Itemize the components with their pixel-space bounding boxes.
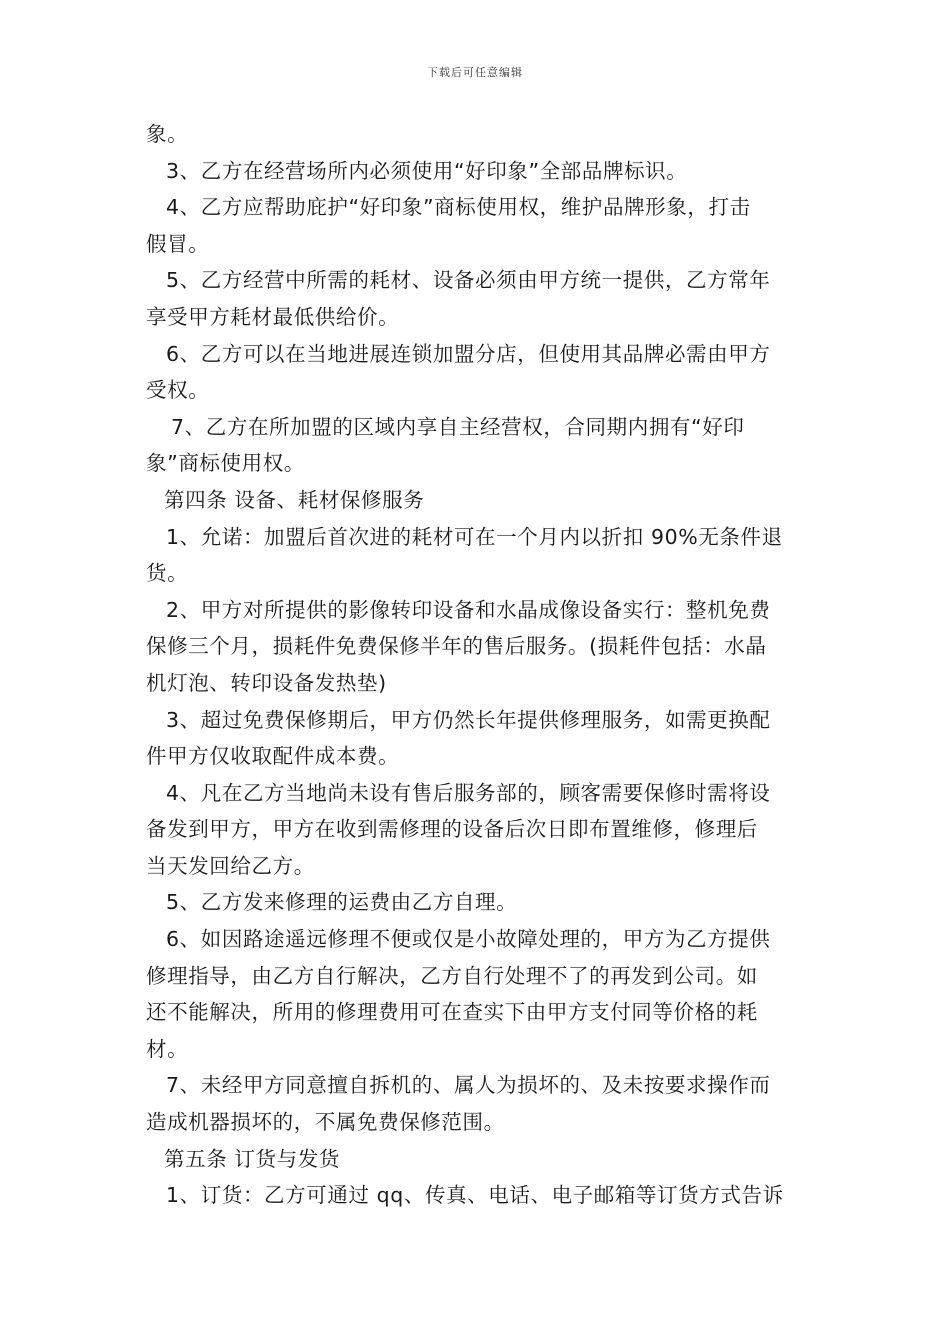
clause-item: 4、乙方应帮助庇护“好印象”商标使用权，维护品牌形象，打击 bbox=[166, 195, 751, 220]
paragraph-line: 保修三个月，损耗件免费保修半年的售后服务。(损耗件包括：水晶 bbox=[146, 634, 767, 659]
clause-item: 6、乙方可以在当地进展连锁加盟分店，但使用其品牌必需由甲方 bbox=[166, 341, 771, 366]
clause-item: 1、订货：乙方可通过 qq、传真、电话、电子邮箱等订货方式告诉 bbox=[166, 1183, 784, 1208]
clause-item: 4、凡在乙方当地尚未设有售后服务部的，顾客需要保修时需将设 bbox=[166, 780, 771, 805]
document-body bbox=[146, 116, 806, 1214]
paragraph-line: 机灯泡、转印设备发热垫) bbox=[146, 670, 387, 695]
paragraph-line: 受权。 bbox=[146, 378, 210, 403]
section-heading: 第四条 设备、耗材保修服务 bbox=[164, 487, 425, 512]
clause-item: 5、乙方发来修理的运费由乙方自理。 bbox=[166, 890, 518, 915]
page-header: 下载后可任意编辑 bbox=[427, 66, 523, 79]
paragraph-line: 货。 bbox=[146, 561, 189, 586]
clause-item: 7、未经甲方同意擅自拆机的、属人为损坏的、及未按要求操作而 bbox=[166, 1073, 771, 1098]
paragraph-line: 象。 bbox=[146, 122, 189, 146]
paragraph-line: 象”商标使用权。 bbox=[146, 451, 305, 476]
clause-item: 3、乙方在经营场所内必须使用“好印象”全部品牌标识。 bbox=[166, 158, 688, 183]
clause-item: 6、如因路途遥远修理不便或仅是小故障处理的，甲方为乙方提供 bbox=[166, 927, 771, 952]
clause-item: 2、甲方对所提供的影像转印设备和水晶成像设备实行：整机免费 bbox=[166, 597, 771, 622]
paragraph-line: 假冒。 bbox=[146, 231, 210, 256]
paragraph-line: 造成机器损坏的，不属免费保修范围。 bbox=[146, 1110, 505, 1135]
clause-item: 1、允诺：加盟后首次进的耗材可在一个月内以折扣 90%无条件退 bbox=[166, 524, 783, 549]
paragraph-line: 享受甲方耗材最低供给价。 bbox=[146, 304, 400, 329]
clause-item: 3、超过免费保修期后，甲方仍然长年提供修理服务，如需更换配 bbox=[166, 707, 771, 732]
paragraph-line: 材。 bbox=[146, 1036, 189, 1061]
paragraph-line: 备发到甲方，甲方在收到需修理的设备后次日即布置维修，修理后 bbox=[146, 817, 758, 842]
paragraph-line: 修理指导，由乙方自行解决，乙方自行处理不了的再发到公司。如 bbox=[146, 963, 758, 988]
section-heading: 第五条 订货与发货 bbox=[164, 1146, 340, 1171]
clause-item: 5、乙方经营中所需的耗材、设备必须由甲方统一提供，乙方常年 bbox=[166, 268, 771, 293]
clause-item: 7、乙方在所加盟的区域内享自主经营权，合同期内拥有“好印 bbox=[171, 414, 745, 439]
paragraph-line: 件甲方仅收取配件成本费。 bbox=[146, 744, 400, 769]
paragraph-line: 当天发回给乙方。 bbox=[146, 853, 315, 878]
paragraph-line: 还不能解决，所用的修理费用可在查实下由甲方支付同等价格的耗 bbox=[146, 1000, 758, 1025]
